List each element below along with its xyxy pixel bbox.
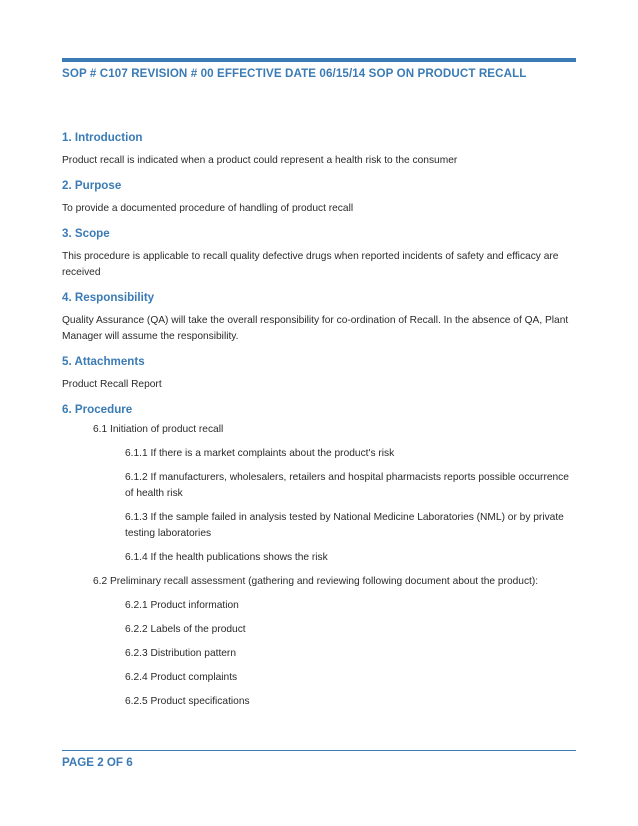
procedure-substep-6-2-2: 6.2.2 Labels of the product: [125, 624, 246, 635]
section-procedure: [62, 403, 572, 710]
section-text: Product recall is indicated when a product could represent a health risk to the consumer: [62, 155, 458, 166]
section-responsibility: [62, 291, 572, 345]
section-purpose: [62, 179, 572, 217]
section-heading: 6. Procedure: [62, 403, 133, 416]
procedure-step-6-1: 6.1 Initiation of product recall: [93, 424, 224, 435]
document-body: [62, 131, 572, 720]
procedure-substep-6-2-5: 6.2.5 Product specifications: [125, 696, 250, 707]
section-text: Quality Assurance (QA) will take the overall responsibility for co-ordination of Recall. In the absence of QA, Plant Manager will assume the responsibility.: [62, 315, 569, 342]
procedure-substep-6-2-1: 6.2.1 Product information: [125, 600, 239, 611]
procedure-substep-6-1-4: 6.1.4 If the health publications shows the risk: [125, 552, 328, 563]
procedure-substep-6-1-3: 6.1.3 If the sample failed in analysis tested by National Medicine Laboratories (NML) or by private testing laboratories: [125, 512, 564, 539]
section-heading: 3. Scope: [62, 227, 110, 240]
procedure-substep-6-1-2: 6.1.2 If manufacturers, wholesalers, retailers and hospital pharmacists reports possible occurrence of health risk: [125, 472, 569, 499]
procedure-substep-6-2-3: 6.2.3 Distribution pattern: [125, 648, 236, 659]
section-text: Product Recall Report: [62, 379, 162, 390]
section-heading: 4. Responsibility: [62, 291, 155, 304]
header-top-rule: [62, 58, 576, 62]
section-attachments: [62, 355, 572, 393]
procedure-substep-6-2-4: 6.2.4 Product complaints: [125, 672, 238, 683]
footer-rule: [62, 750, 576, 751]
document-header-title: SOP # C107 REVISION # 00 EFFECTIVE DATE 06/15/14 SOP ON PRODUCT RECALL: [62, 67, 527, 80]
section-text: To provide a documented procedure of handling of product recall: [62, 203, 354, 214]
procedure-step-6-2: 6.2 Preliminary recall assessment (gathering and reviewing following document about the product):: [93, 576, 539, 587]
section-heading: 5. Attachments: [62, 355, 145, 368]
procedure-substep-6-1-1: 6.1.1 If there is a market complaints about the product's risk: [125, 448, 395, 459]
section-heading: 2. Purpose: [62, 179, 122, 192]
section-scope: [62, 227, 572, 281]
section-heading: 1. Introduction: [62, 131, 143, 144]
section-text: This procedure is applicable to recall quality defective drugs when reported incidents of safety and efficacy are received: [62, 251, 559, 278]
page-number: PAGE 2 OF 6: [62, 756, 133, 769]
section-introduction: [62, 131, 572, 169]
